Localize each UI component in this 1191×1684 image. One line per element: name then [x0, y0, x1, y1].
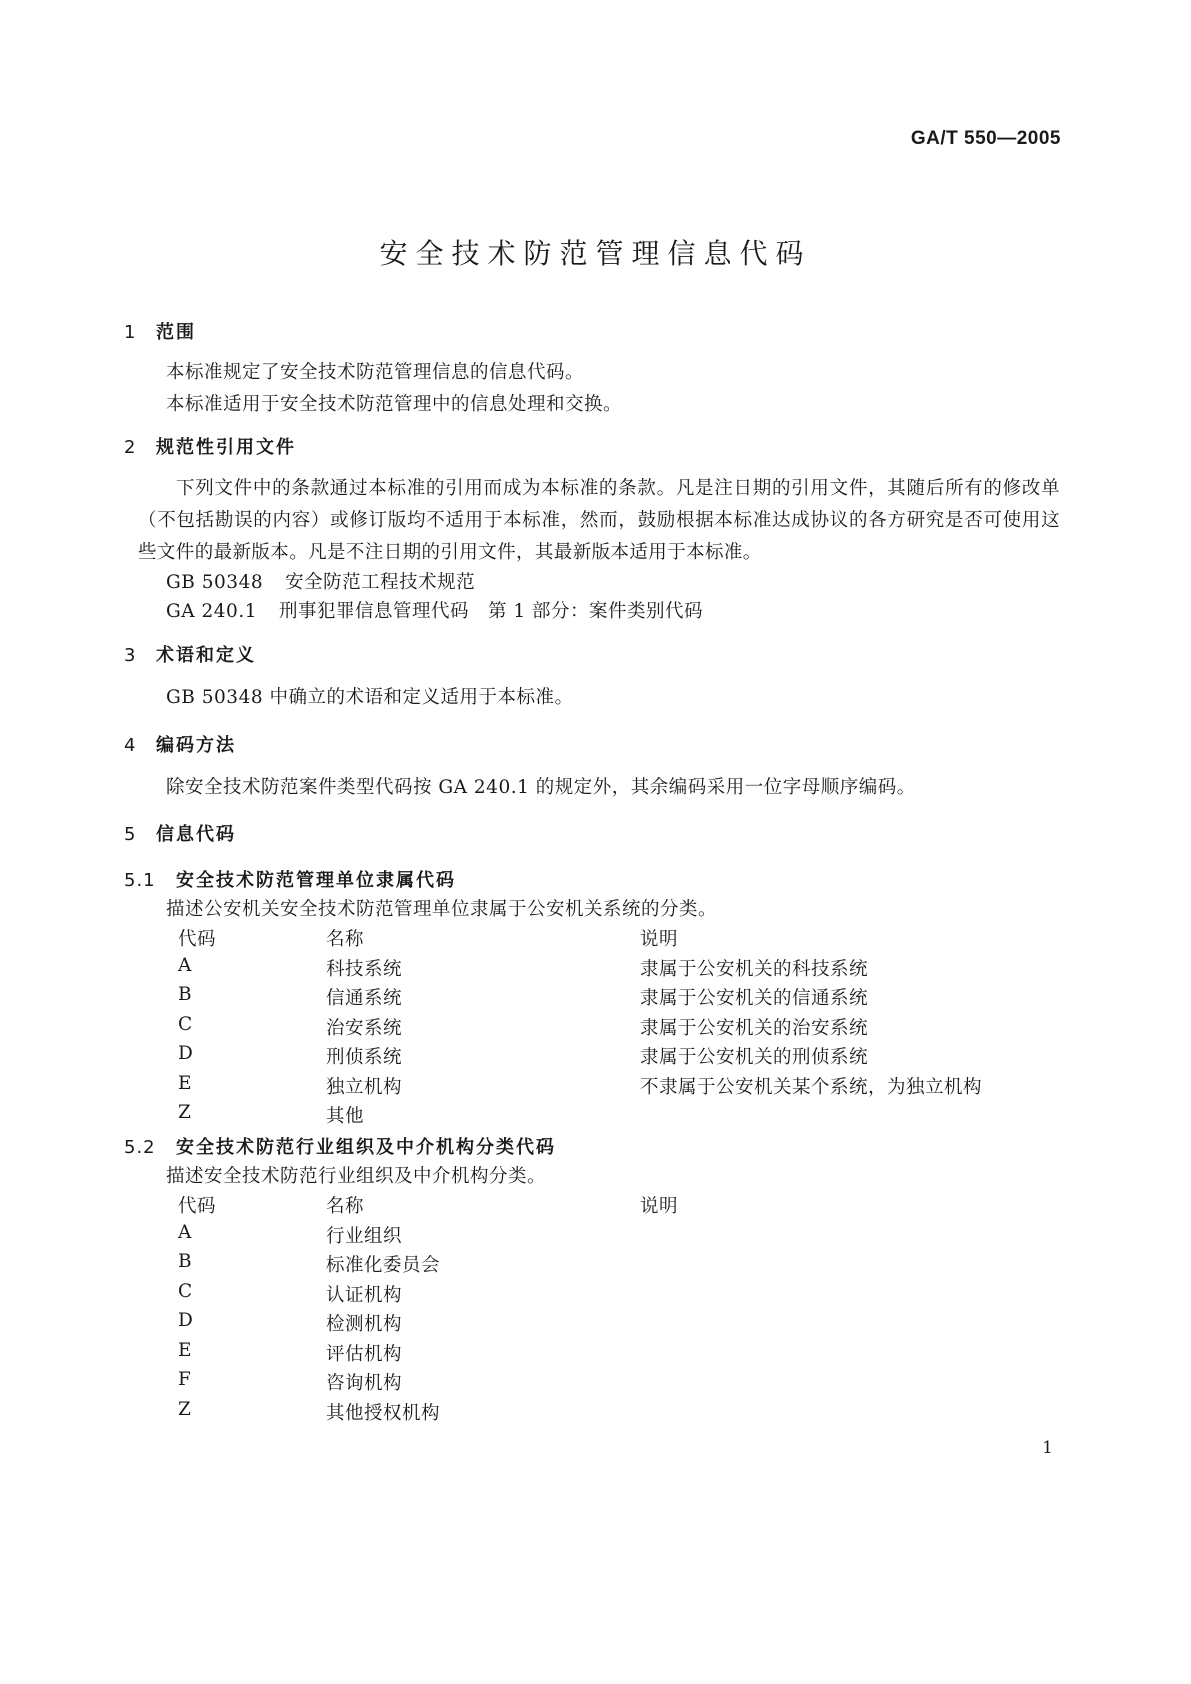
reference-name: 刑事犯罪信息管理代码 第 1 部分：案件类别代码	[278, 601, 704, 622]
section-number: 1	[124, 322, 136, 343]
name-cell: 标准化委员会	[326, 1255, 441, 1276]
document-title: 安全技术防范管理信息代码	[379, 237, 812, 270]
page-number: 1	[1042, 1438, 1053, 1458]
reference-item	[166, 597, 703, 623]
section-number: 4	[124, 735, 136, 756]
section-number: 5	[124, 824, 136, 845]
name-cell: 行业组织	[326, 1225, 403, 1247]
subsection-description: 描述公安机关安全技术防范管理单位隶属于公安机关系统的分类。	[166, 899, 718, 920]
section-2-heading	[124, 433, 296, 459]
code-cell: E	[178, 1339, 193, 1361]
name-cell: 检测机构	[326, 1314, 403, 1335]
code-cell: D	[178, 1310, 194, 1331]
name-cell: 治安系统	[326, 1017, 403, 1039]
section-number: 3	[124, 645, 136, 666]
column-header: 代码	[178, 929, 217, 950]
paragraph: 本标准适用于安全技术防范管理中的信息处理和交换。	[166, 394, 623, 415]
section-title: 术语和定义	[156, 645, 256, 666]
reference-code: GB 50348	[166, 572, 264, 593]
column-header: 说明	[640, 1196, 679, 1217]
reference-item	[166, 568, 475, 594]
section-title: 范围	[156, 322, 196, 343]
paragraph: 除安全技术防范案件类型代码按 GA 240.1 的规定外，其余编码采用一位字母顺序编码。	[166, 777, 916, 798]
description-cell: 隶属于公安机关的信通系统	[640, 988, 869, 1009]
section-title: 信息代码	[156, 824, 236, 845]
description-cell: 隶属于公安机关的刑侦系统	[640, 1047, 869, 1068]
paragraph: 下列文件中的条款通过本标准的引用而成为本标准的条款。凡是注日期的引用文件，其随后所有的修改单（不包括勘误的内容）或修订版均不适用于本标准，然而，鼓励根据本标准达成协议的各方研究是否可使用这些文件的最新版本。凡是不注日期的引用文件，其最新版本适用于本标准。	[138, 478, 1060, 563]
code-cell: B	[178, 984, 193, 1005]
code-cell: B	[178, 1251, 193, 1272]
name-cell: 其他授权机构	[326, 1402, 441, 1424]
subsection-number: 5.2	[124, 1137, 156, 1158]
section-3-heading	[124, 641, 256, 667]
code-cell: C	[178, 1013, 193, 1035]
name-cell: 独立机构	[326, 1076, 403, 1098]
section-title: 编码方法	[156, 735, 236, 756]
subsection-description: 描述安全技术防范行业组织及中介机构分类。	[166, 1166, 547, 1187]
subsection-title: 安全技术防范行业组织及中介机构分类代码	[176, 1137, 556, 1158]
column-header: 代码	[178, 1196, 217, 1217]
name-cell: 咨询机构	[326, 1373, 403, 1394]
section-5-heading	[124, 820, 236, 846]
reference-name: 安全防范工程技术规范	[285, 572, 476, 593]
paragraph: GB 50348 中确立的术语和定义适用于本标准。	[166, 687, 574, 708]
code-cell: A	[178, 1221, 192, 1243]
code-cell: E	[178, 1072, 193, 1094]
name-cell: 认证机构	[326, 1284, 403, 1306]
name-cell: 评估机构	[326, 1343, 403, 1365]
description-cell: 不隶属于公安机关某个系统，为独立机构	[640, 1076, 983, 1098]
name-cell: 其他	[326, 1106, 365, 1127]
name-cell: 信通系统	[326, 988, 403, 1009]
name-cell: 科技系统	[326, 958, 403, 980]
section-4-heading	[124, 731, 236, 757]
paragraph: 本标准规定了安全技术防范管理信息的信息代码。	[166, 362, 585, 383]
standard-number: GA/T 550—2005	[910, 128, 1061, 149]
subsection-5-1-heading	[124, 866, 456, 892]
section-1-heading	[124, 318, 196, 344]
column-header: 名称	[326, 1196, 365, 1217]
reference-code: GA 240.1	[166, 601, 257, 622]
subsection-number: 5.1	[124, 870, 156, 891]
name-cell: 刑侦系统	[326, 1047, 403, 1068]
column-header: 名称	[326, 929, 365, 950]
section-number: 2	[124, 437, 136, 458]
section-title: 规范性引用文件	[156, 437, 296, 458]
code-cell: F	[178, 1369, 192, 1390]
description-cell: 隶属于公安机关的治安系统	[640, 1017, 869, 1039]
subsection-5-2-heading	[124, 1133, 556, 1159]
code-cell: Z	[178, 1398, 192, 1420]
description-cell: 隶属于公安机关的科技系统	[640, 958, 869, 980]
code-cell: Z	[178, 1102, 192, 1123]
code-cell: C	[178, 1280, 193, 1302]
subsection-title: 安全技术防范管理单位隶属代码	[176, 870, 456, 891]
code-cell: A	[178, 954, 192, 976]
code-cell: D	[178, 1043, 194, 1064]
column-header: 说明	[640, 929, 679, 950]
